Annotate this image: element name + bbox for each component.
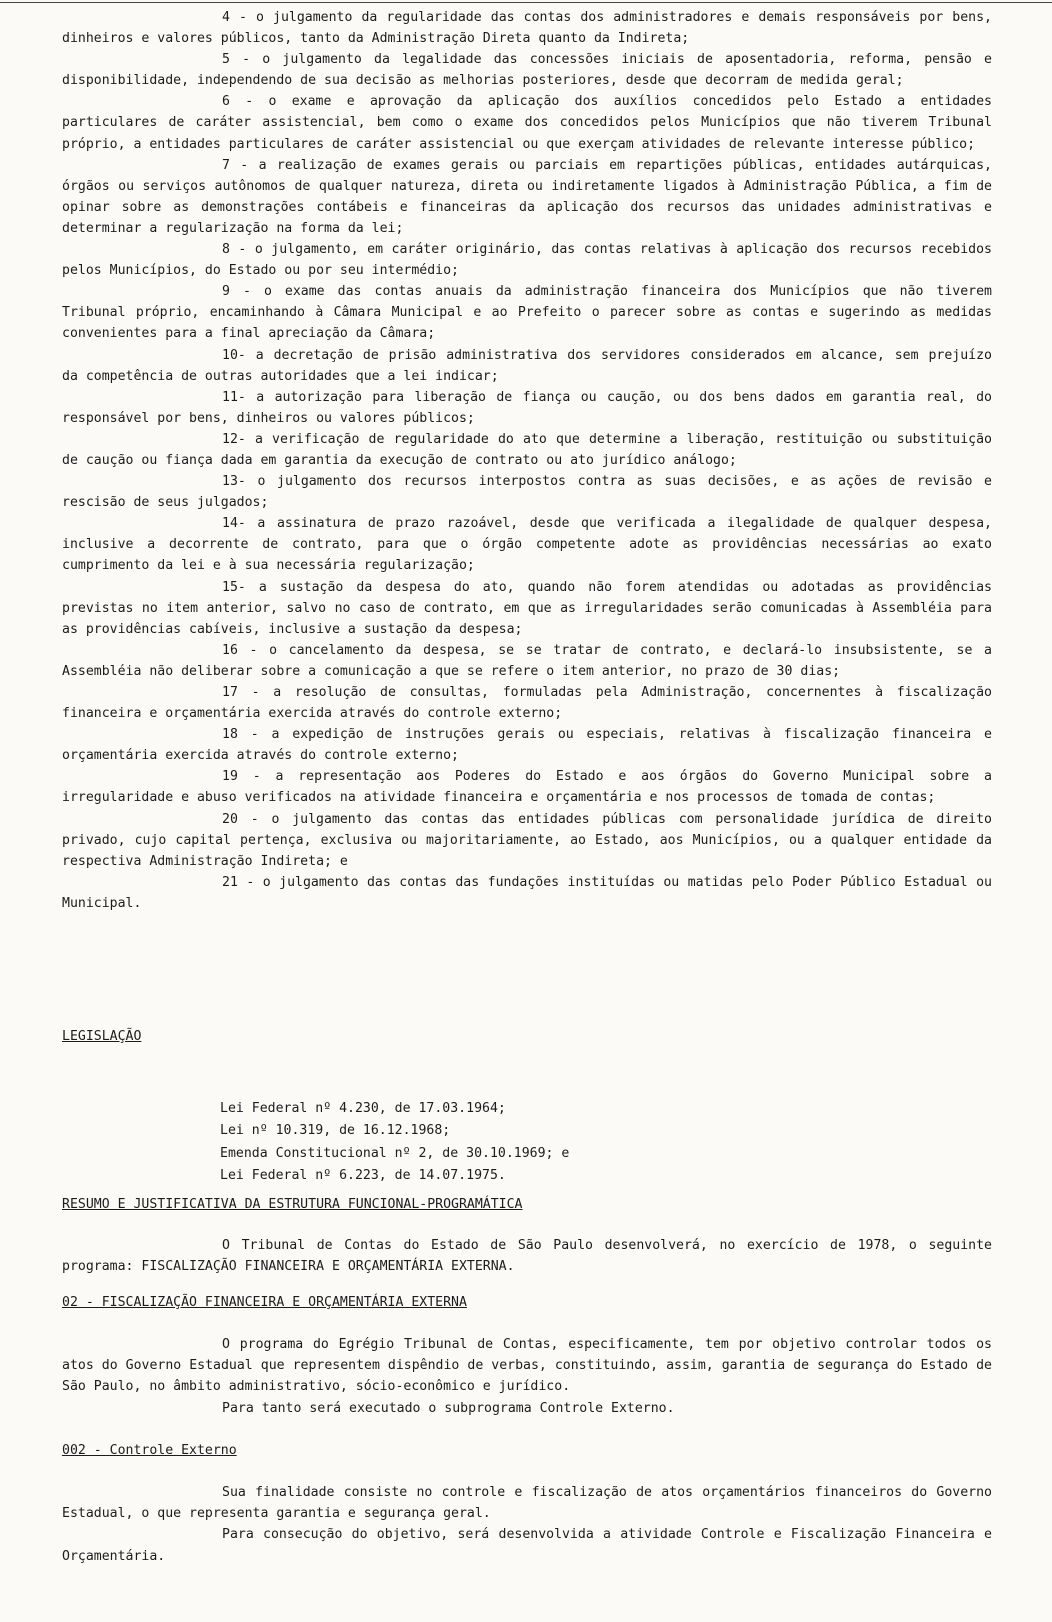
law-item: Lei Federal nº 6.223, de 14.07.1975. xyxy=(220,1168,506,1184)
subprograma-text-1: Sua finalidade consiste no controle e fiscalização de atos orçamentários financeiros do Governo Estadual, o que representa garantia e segurança geral. xyxy=(62,1485,992,1522)
list-item: 13- o julgamento dos recursos interpostos contra as suas decisões, e as ações de revisão e rescisão de seus julgados; xyxy=(62,474,992,511)
list-item: 11- a autorização para liberação de fiança ou caução, ou dos bens dados em garantia real, do responsável por bens, dinheiros ou valores públicos; xyxy=(62,389,992,426)
list-item: 12- a verificação de regularidade do ato que determine a liberação, restituição ou substituição de caução ou fiança dada em garantia da execução de contrato ou ato jurídico análogo; xyxy=(62,431,992,468)
list-item: 21 - o julgamento das contas das fundações instituídas ou matidas pelo Poder Público Estadual ou Municipal. xyxy=(62,874,992,911)
list-item: 4 - o julgamento da regularidade das contas dos administradores e demais responsáveis por bens, dinheiros e valores públicos, tanto da Administração Direta quanto da Indireta; xyxy=(62,10,992,47)
list-item: 18 - a expedição de instruções gerais ou especiais, relativas à fiscalização financeira e orçamentária exercida através do controle externo; xyxy=(62,727,992,764)
list-item: 19 - a representação aos Poderes do Estado e aos órgãos do Governo Municipal sobre a irregularidade e abuso verificados na atividade financeira e orçamentária e nos processos de tomada de contas; xyxy=(62,769,992,806)
programa-paragraph xyxy=(62,1334,992,1419)
list-item: 17 - a resolução de consultas, formuladas pela Administração, concernentes à fiscalização financeira e orçamentária exercida através do controle externo; xyxy=(62,685,992,722)
legislacao-list xyxy=(220,1098,569,1188)
list-item: 10- a decretação de prisão administrativa dos servidores considerados em alcance, sem prejuízo da competência de outras autoridades que a lei indicar; xyxy=(62,347,992,384)
subprograma-text-2: Para consecução do objetivo, será desenvolvida a atividade Controle e Fiscalização Financeira e Orçamentária. xyxy=(62,1527,992,1564)
programa-text-1: O programa do Egrégio Tribunal de Contas, especificamente, tem por objetivo controlar todos os atos do Governo Estadual que representem dispêndio de verbas, constituindo, assim, garantia de segurança do Estado de São Paulo, no âmbito administrativo, sócio-econômico e jurídico. xyxy=(62,1337,992,1395)
list-item: 9 - o exame das contas anuais da administração financeira dos Municípios que não tiverem Tribunal próprio, encaminhando à Câmara Municipal e ao Prefeito o parecer sobre as contas e sugerindo as medidas convenientes para a final apreciação da Câmara; xyxy=(62,284,992,342)
list-item: 14- a assinatura de prazo razoável, desde que verificada a ilegalidade de qualquer despesa, inclusive a decorrente de contrato, para que o órgão competente adote as providências necessárias ao exato cumprimento da lei e à sua necessária regularização; xyxy=(62,516,992,574)
top-rule xyxy=(0,2,1052,3)
resumo-text: O Tribunal de Contas do Estado de São Paulo desenvolverá, no exercício de 1978, o seguinte programa: FISCALIZAÇÃO FINANCEIRA E ORÇAMENTÁRIA EXTERNA. xyxy=(62,1238,992,1275)
competencias-list xyxy=(62,7,992,914)
subprograma-heading: 002 - Controle Externo xyxy=(62,1443,237,1458)
law-item: Lei nº 10.319, de 16.12.1968; xyxy=(220,1123,451,1139)
list-item: 8 - o julgamento, em caráter originário, das contas relativas à aplicação dos recursos recebidos pelos Municípios, do Estado ou por seu intermédio; xyxy=(62,242,992,279)
list-item: 6 - o exame e aprovação da aplicação dos auxílios concedidos pelo Estado a entidades particulares de caráter assistencial, bem como o exame dos concedidos pelos Municípios que não tiverem Tribunal próprio, a entidades particulares de caráter assistencial ou que exerçam atividades de relevante interesse público; xyxy=(62,94,992,152)
list-item: 15- a sustação da despesa do ato, quando não forem atendidas ou adotadas as providências previstas no item anterior, salvo no caso de contrato, em que as irregularidades serão comunicadas à Assembléia para as providências cabíveis, inclusive a sustação da despesa; xyxy=(62,579,992,637)
list-item: 20 - o julgamento das contas das entidades públicas com personalidade jurídica de direito privado, cujo capital pertença, exclusiva ou majoritariamente, ao Estado, aos Municípios, ou a qualquer entidade da respectiva Administração Indireta; e xyxy=(62,811,992,869)
resumo-heading: RESUMO E JUSTIFICATIVA DA ESTRUTURA FUNCIONAL-PROGRAMÁTICA xyxy=(62,1197,523,1212)
programa-heading: 02 - FISCALIZAÇÃO FINANCEIRA E ORÇAMENTÁRIA EXTERNA xyxy=(62,1295,467,1310)
law-item: Lei Federal nº 4.230, de 17.03.1964; xyxy=(220,1101,506,1116)
list-item: 5 - o julgamento da legalidade das concessões iniciais de aposentadoria, reforma, pensão e disponibilidade, independendo de sua decisão as melhorias posteriores, desde que decorram de medida geral; xyxy=(62,52,992,89)
list-item: 16 - o cancelamento da despesa, se se tratar de contrato, e declará-lo insubsistente, se a Assembléia não deliberar sobre a comunicação a que se refere o item anterior, no prazo de 30 dias; xyxy=(62,642,992,679)
resumo-paragraph xyxy=(62,1235,992,1277)
list-item: 7 - a realização de exames gerais ou parciais em repartições públicas, entidades autárquicas, órgãos ou serviços autônomos de qualquer natureza, direta ou indiretamente ligados à Administração Pública, a fim de opinar sobre as demonstrações contábeis e financeiras da aplicação dos recursos das unidades administrativas e determinar a regularização na forma da lei; xyxy=(62,157,992,236)
law-item: Emenda Constitucional nº 2, de 30.10.1969; e xyxy=(220,1145,570,1161)
programa-text-2: Para tanto será executado o subprograma Controle Externo. xyxy=(222,1400,675,1416)
subprograma-paragraph xyxy=(62,1482,992,1567)
legislacao-heading: LEGISLAÇÃO xyxy=(62,1029,142,1044)
